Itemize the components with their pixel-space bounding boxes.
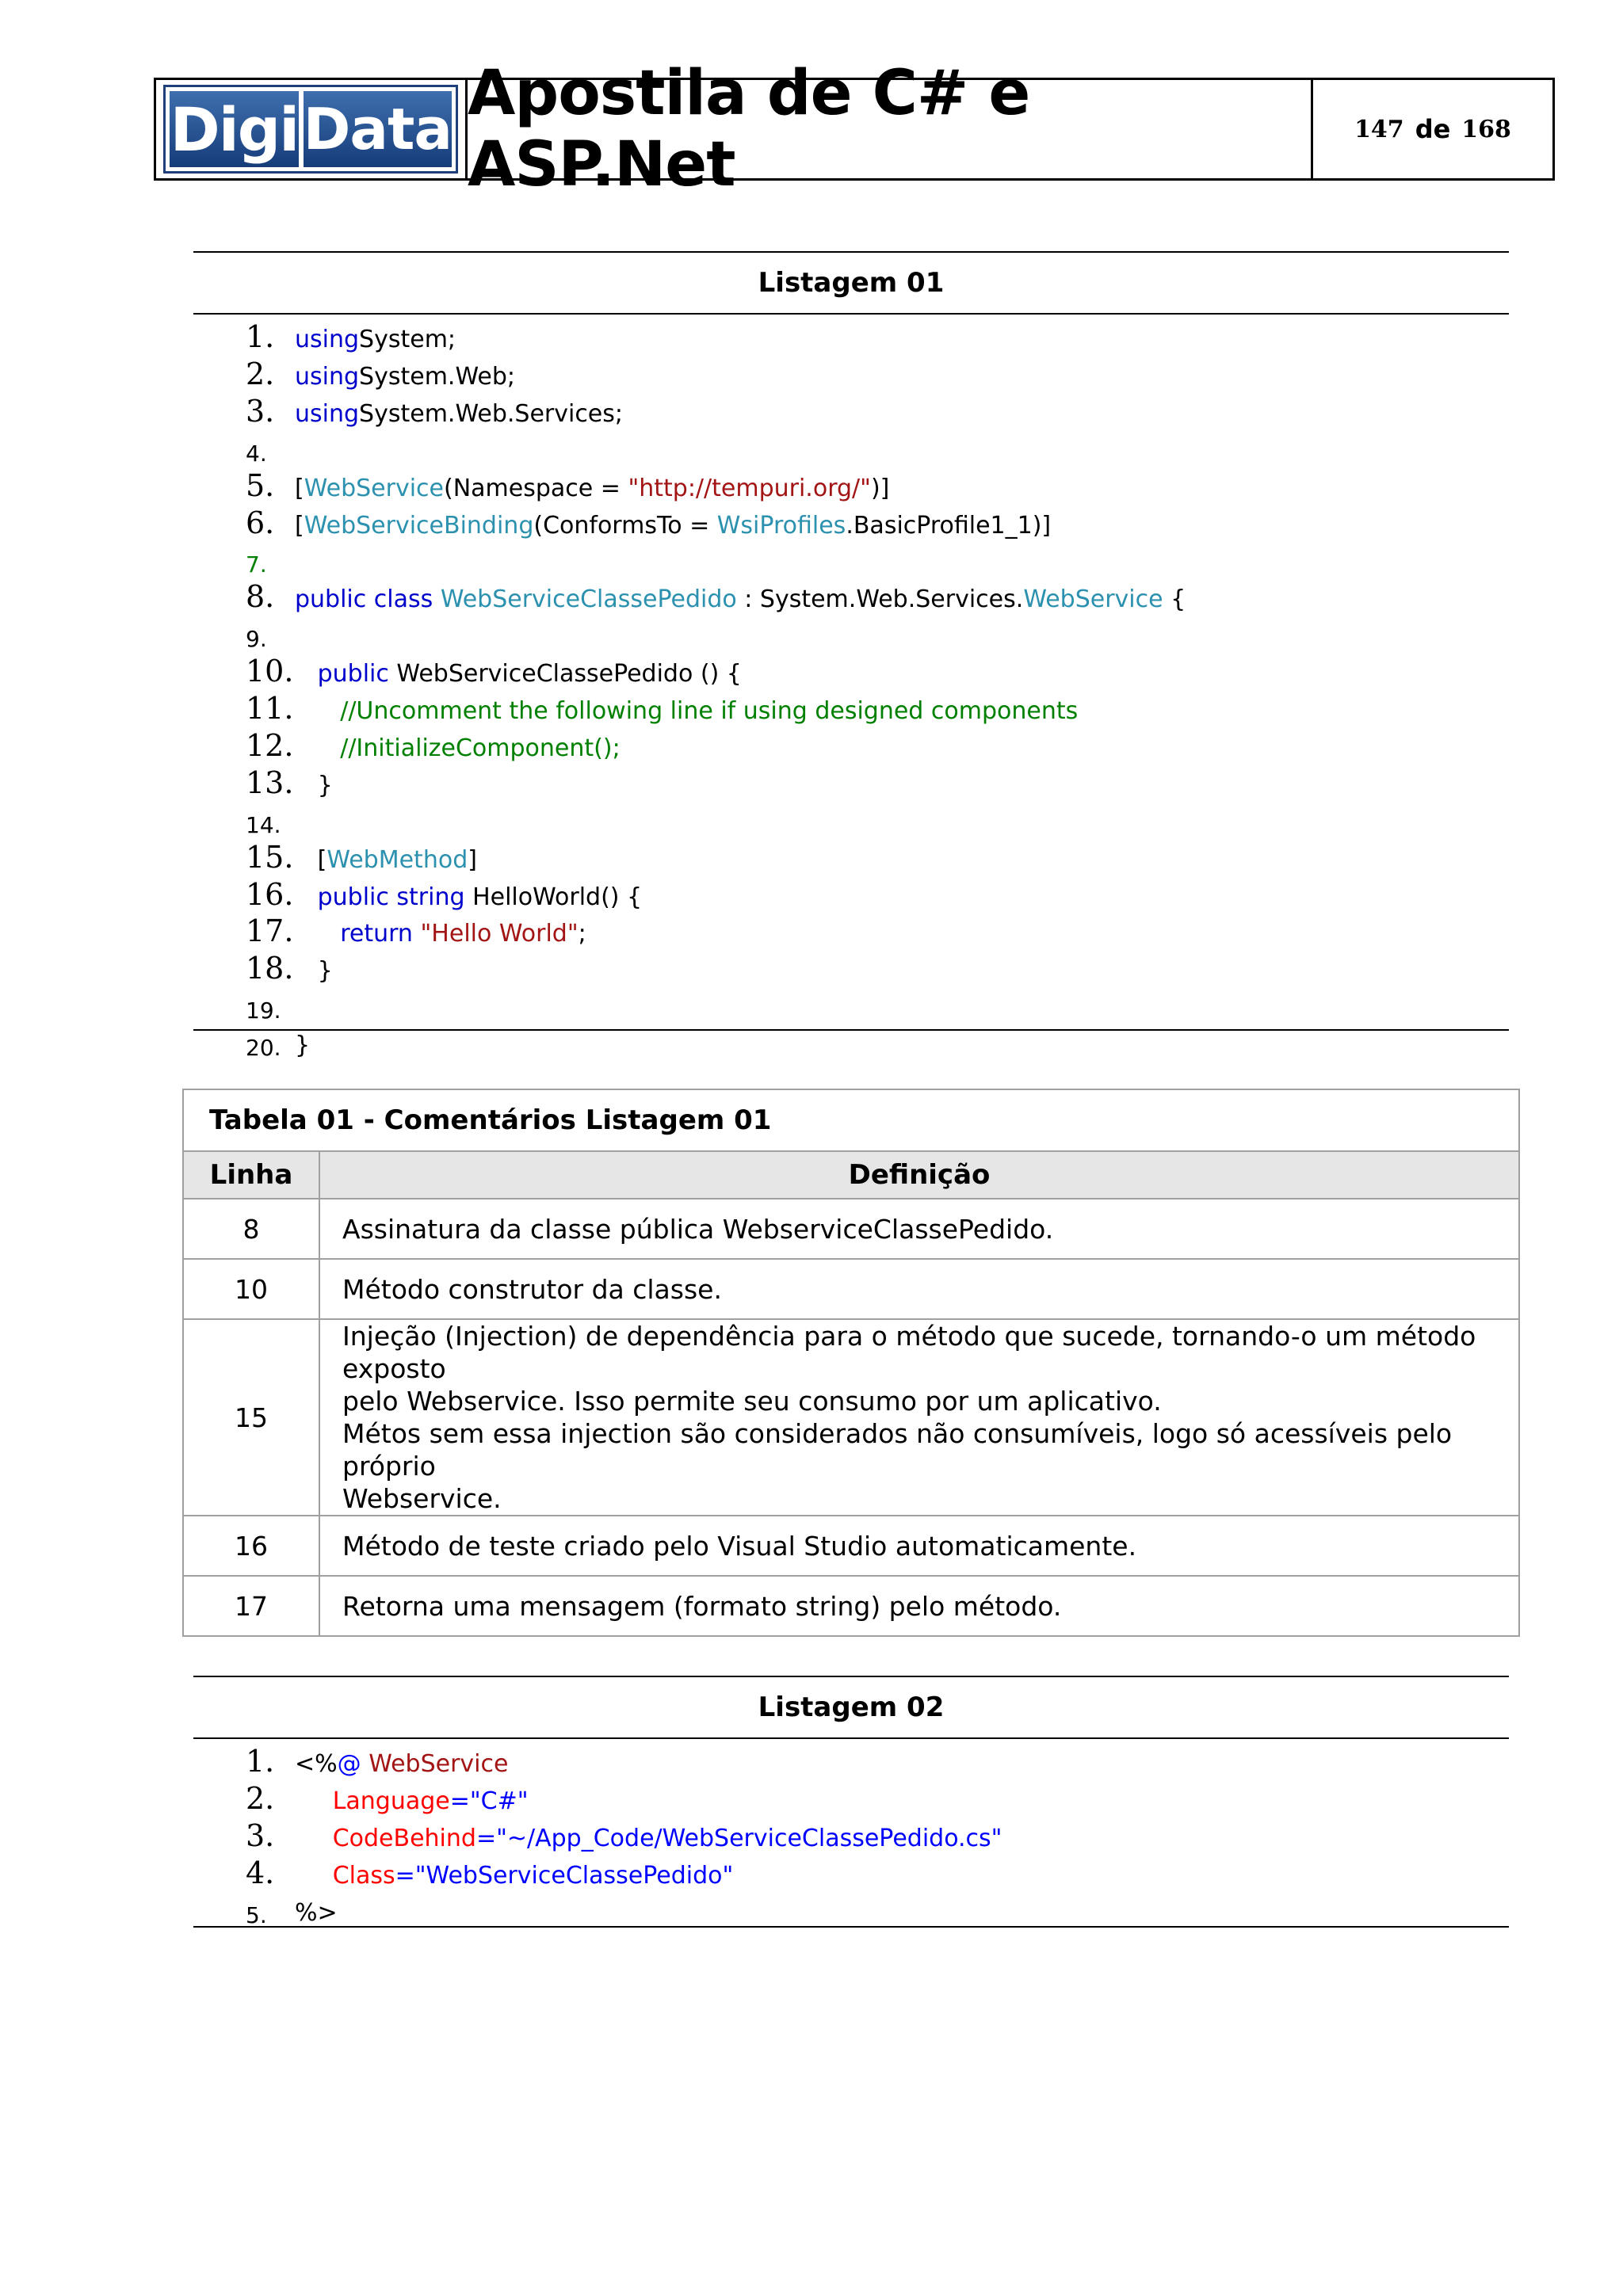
code-text: public class WebServiceClassePedido : System.Web.Services.WebService {	[295, 585, 1186, 614]
code-text: }	[295, 1032, 311, 1060]
cell-linha: 10	[183, 1259, 319, 1319]
line-number: 5.	[246, 1902, 267, 1928]
page-header	[154, 58, 1555, 200]
code-text: [WebService(Namespace = "http://tempuri.org/")]	[295, 474, 890, 502]
code-text: [WebServiceBinding(ConformsTo = WsiProfiles.BasicProfile1_1)]	[295, 511, 1052, 540]
table-row	[183, 1199, 1519, 1259]
line-number: 8.	[246, 579, 275, 615]
code-text: //Uncomment the following line if using designed components	[340, 697, 1079, 725]
page-number	[1313, 80, 1552, 178]
line-number: 1.	[246, 1744, 275, 1779]
table-row	[183, 1576, 1519, 1636]
line-number: 2.	[246, 1781, 275, 1816]
code-text: usingSystem.Web;	[295, 362, 515, 391]
logo-left-text: Digi	[170, 93, 299, 165]
code-text: public WebServiceClassePedido () {	[317, 660, 742, 688]
definicao-line: Injeção (Injection) de dependência para o método que sucede, tornando-o um método exposto	[342, 1321, 1476, 1384]
code-text: usingSystem;	[295, 326, 456, 353]
listing-01	[193, 251, 1509, 1062]
listing-01-caption: Listagem 01	[758, 267, 945, 299]
line-number: 3.	[246, 393, 275, 429]
page-de: de	[1415, 114, 1451, 144]
column-header-definicao: Definição	[319, 1151, 1519, 1199]
code-text: //InitializeComponent();	[340, 734, 621, 762]
column-header-linha: Linha	[183, 1151, 319, 1199]
line-number: 11.	[246, 691, 294, 726]
digidata-logo	[163, 85, 458, 174]
cell-linha: 16	[183, 1516, 319, 1576]
document-title: Apostila de C# e ASP.Net	[468, 58, 1030, 200]
table-row	[183, 1319, 1519, 1516]
line-number: 13.	[246, 765, 294, 800]
line-number: 4.	[246, 440, 267, 467]
listing-02	[193, 1676, 1509, 1928]
line-number: 7.	[246, 551, 267, 578]
cell-definicao: Retorna uma mensagem (formato string) pelo método.	[319, 1576, 1519, 1636]
code-text: [WebMethod]	[295, 845, 477, 874]
code-text: Class="WebServiceClassePedido"	[332, 1862, 734, 1890]
code-text: <%@ WebService	[295, 1750, 509, 1778]
line-number: 2.	[246, 356, 275, 391]
line-number: 12.	[246, 727, 294, 763]
line-number: 14.	[246, 811, 281, 838]
cell-definicao: Método construtor da classe.	[319, 1259, 1519, 1319]
table-caption: Tabela 01 - Comentários Listagem 01	[183, 1089, 1519, 1151]
cell-linha: 15	[183, 1319, 319, 1516]
line-number: 6.	[246, 505, 275, 540]
line-number: 9.	[246, 626, 267, 653]
comments-table	[182, 1089, 1520, 1637]
page-current: 147	[1354, 115, 1404, 143]
line-number: 10.	[246, 654, 294, 689]
code-text: }	[295, 771, 333, 799]
line-number: 15.	[246, 839, 294, 875]
listing-02-caption: Listagem 02	[758, 1691, 945, 1723]
page-total: 168	[1461, 115, 1511, 143]
cell-linha: 8	[183, 1199, 319, 1259]
code-text: Language="C#"	[332, 1787, 529, 1815]
code-text: usingSystem.Web.Services;	[295, 399, 624, 428]
code-text: public string HelloWorld() {	[317, 883, 643, 911]
code-text: return "Hello World";	[340, 920, 586, 948]
definicao-line: Webservice.	[342, 1483, 502, 1514]
cell-definicao: Assinatura da classe pública WebserviceClassePedido.	[319, 1199, 1519, 1259]
listing-02-code	[193, 1739, 1509, 1926]
listing-01-code	[193, 315, 1509, 1062]
line-number: 18.	[246, 951, 294, 986]
title-cell	[468, 58, 1313, 200]
line-number: 3.	[246, 1818, 275, 1853]
table-row	[183, 1259, 1519, 1319]
definicao-line: Métos sem essa injection são considerados não consumíveis, logo só acessíveis pelo próprio	[342, 1418, 1453, 1482]
line-number: 19.	[246, 997, 281, 1024]
definicao-line: pelo Webservice. Isso permite seu consumo por um aplicativo.	[342, 1386, 1162, 1417]
logo-cell	[156, 80, 468, 178]
table-row	[183, 1516, 1519, 1576]
line-number: 20.	[246, 1035, 281, 1062]
line-number: 5.	[246, 467, 275, 503]
line-number: 4.	[246, 1855, 275, 1890]
code-text: %>	[295, 1899, 338, 1927]
code-text: CodeBehind="~/App_Code/WebServiceClassePedido.cs"	[332, 1825, 1002, 1852]
cell-linha: 17	[183, 1576, 319, 1636]
cell-definicao	[319, 1319, 1519, 1516]
code-text: }	[295, 957, 333, 986]
line-number: 1.	[246, 319, 275, 354]
logo-right-text: Data	[303, 96, 452, 162]
cell-definicao: Método de teste criado pelo Visual Studio automaticamente.	[319, 1516, 1519, 1576]
line-number: 17.	[246, 913, 294, 949]
line-number: 16.	[246, 876, 294, 912]
